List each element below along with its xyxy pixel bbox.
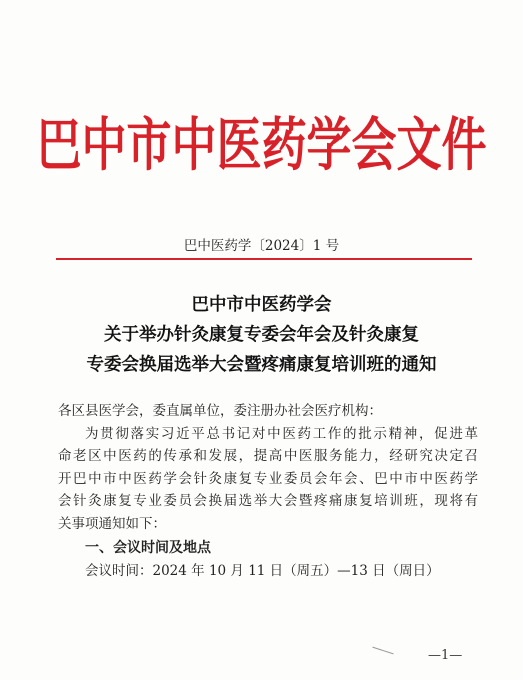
title-line: 专委会换届选举大会暨疼痛康复培训班的通知 bbox=[86, 355, 437, 375]
meeting-time: 会议时间：2024 年 10 月 11 日（周五）—13 日（周日） bbox=[85, 562, 440, 579]
notice-title bbox=[0, 290, 523, 380]
section-heading: 一、会议时间及地点 bbox=[85, 540, 211, 556]
notice-body bbox=[58, 400, 478, 582]
paragraph-line: 开巴中市中医药学会针灸康复专业委员会年会、巴中市中医药学 bbox=[58, 470, 478, 487]
scan-mark bbox=[372, 647, 393, 655]
red-divider-line bbox=[56, 258, 472, 260]
letterhead-title: 巴中市中医药学会文件 bbox=[36, 110, 487, 179]
paragraph-line: 关事项通知如下： bbox=[58, 515, 166, 532]
title-line: 关于举办针灸康复专委会年会及针灸康复 bbox=[104, 325, 419, 345]
salutation: 各区县医学会，委直属单位，委注册办社会医疗机构： bbox=[58, 403, 382, 419]
page-number: —1— bbox=[428, 648, 463, 663]
paragraph-line: 命老区中医药的传承和发展，提高中医服务能力，经研究决定召 bbox=[58, 448, 478, 464]
document-number: 巴中医药学〔2024〕1 号 bbox=[183, 238, 340, 254]
paragraph-line: 为贯彻落实习近平总书记对中医药工作的批示精神，促进革 bbox=[85, 425, 478, 442]
paragraph-line: 会针灸康复专业委员会换届选举大会暨疼痛康复培训班，现将有 bbox=[58, 493, 478, 509]
title-line: 巴中市中医药学会 bbox=[191, 295, 332, 315]
